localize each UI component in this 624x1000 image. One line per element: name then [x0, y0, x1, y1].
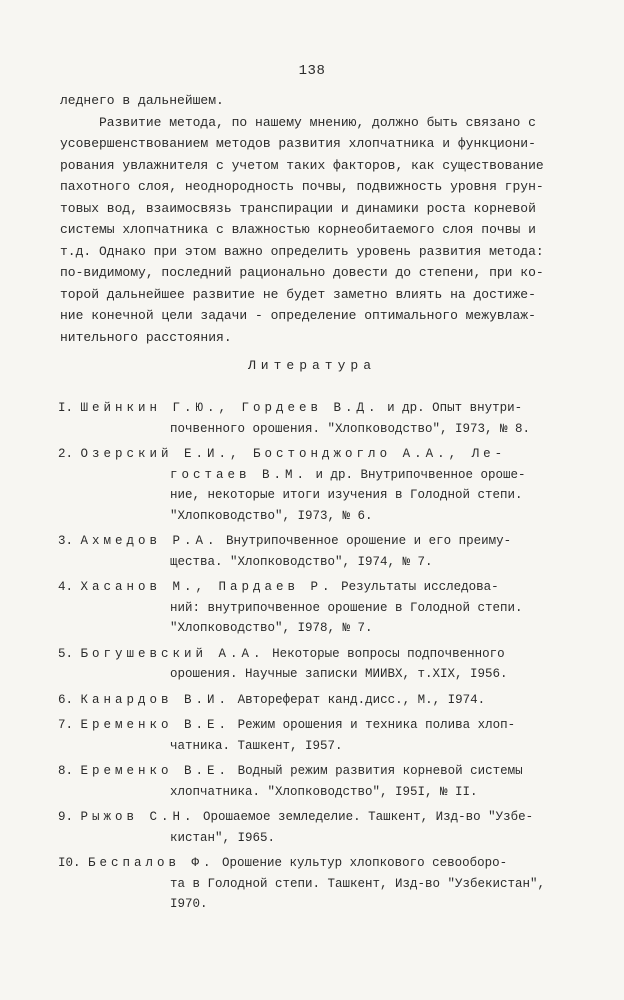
- reference-cont-line: ние, некоторые итоги изучения в Голодной степи.: [170, 488, 523, 502]
- reference-authors: Рыжов С.Н.: [80, 810, 196, 824]
- reference-item: [58, 644, 598, 685]
- page-number: 138: [298, 63, 326, 79]
- reference-authors: Богушевский А.А.: [80, 646, 265, 661]
- body-text: [60, 90, 590, 348]
- reference-item: [58, 531, 598, 572]
- reference-number: I.: [58, 401, 74, 415]
- reference-cont-line: "Хлопководство", I978, № 7.: [170, 621, 373, 635]
- body-line: рования увлажнителя с учетом таких факторов, как существование: [60, 157, 544, 173]
- reference-first-line: [58, 531, 598, 552]
- reference-number: I0.: [58, 856, 81, 870]
- reference-text: Водный режим развития корневой системы: [230, 764, 523, 778]
- reference-cont-line: чатника. Ташкент, I957.: [170, 738, 343, 753]
- body-line: леднего в дальнейшем.: [60, 93, 224, 108]
- reference-text: Некоторые вопросы подпочвенного: [264, 646, 505, 661]
- body-line: нительного расстояния.: [60, 329, 232, 345]
- reference-item: [58, 761, 598, 802]
- reference-text: Орошение культур хлопкового севооборо-: [214, 856, 508, 870]
- reference-item: [58, 690, 598, 711]
- reference-item: [58, 577, 598, 639]
- reference-text: Режим орошения и техника полива хлоп-: [230, 718, 516, 732]
- reference-authors: Ахмедов Р.А.: [80, 534, 219, 548]
- reference-cont-line: "Хлопководство", I973, № 6.: [170, 508, 373, 523]
- reference-cont-line: хлопчатника. "Хлопководство", I95I, № II.: [170, 784, 478, 799]
- reference-first-line: [58, 715, 598, 736]
- reference-number: 4.: [58, 580, 74, 594]
- reference-authors: Канардов В.И.: [80, 692, 231, 707]
- body-line: пахотного слоя, неоднородность почвы, подвижность уровня грун-: [60, 179, 544, 194]
- reference-authors: Шейнкин Г.Ю., Гордеев В.Д.: [80, 401, 380, 415]
- reference-authors: Еременко В.Е.: [80, 718, 231, 732]
- reference-item: [58, 444, 598, 526]
- reference-text: Результаты исследова-: [333, 580, 499, 594]
- reference-number: 7.: [58, 718, 74, 732]
- reference-first-line: [58, 853, 598, 874]
- references-list: [58, 398, 598, 920]
- reference-text: и др. Внутрипочвенное ороше-: [308, 467, 526, 482]
- reference-authors: Озерский Е.И., Бостонджогло А.А., Ле-: [80, 447, 507, 461]
- reference-first-line: [58, 807, 598, 828]
- reference-authors: Беспалов Ф.: [88, 856, 215, 870]
- reference-cont-line: орошения. Научные записки МИИВХ, т.XIX, I956.: [170, 667, 508, 681]
- body-line: системы хлопчатника с влажностью корнеобитаемого слоя почвы и: [60, 222, 536, 237]
- reference-number: 8.: [58, 764, 74, 778]
- reference-first-line: [58, 398, 598, 419]
- reference-item: [58, 398, 598, 439]
- reference-number: 6.: [58, 692, 74, 707]
- reference-cont-line: почвенного орошения. "Хлопководство", I973, № 8.: [170, 421, 531, 436]
- reference-cont-line: щества. "Хлопководство", I974, № 7.: [170, 554, 433, 569]
- reference-authors: гостаев В.М.: [170, 467, 309, 482]
- reference-first-line: [58, 644, 598, 665]
- body-line: усовершенствованием методов развития хлопчатника и функциони-: [60, 136, 536, 151]
- reference-authors: Хасанов М., Пардаев Р.: [80, 580, 334, 594]
- reference-number: 9.: [58, 810, 74, 824]
- reference-cont-line: [58, 465, 598, 486]
- reference-cont-line: кистан", I965.: [170, 830, 276, 845]
- reference-number: 2.: [58, 447, 74, 461]
- references-heading: Литература: [247, 358, 376, 373]
- reference-first-line: [58, 577, 598, 598]
- reference-item: [58, 715, 598, 756]
- reference-cont-line: I970.: [170, 897, 208, 911]
- body-line: торой дальнейшее развитие не будет заметно влиять на достиже-: [60, 286, 536, 302]
- reference-first-line: [58, 444, 598, 465]
- body-line: по-видимому, последний рационально довести до степени, при ко-: [60, 265, 544, 280]
- reference-item: [58, 853, 598, 915]
- reference-text: Автореферат канд.дисс., М., I974.: [230, 692, 486, 707]
- reference-number: 3.: [58, 534, 74, 548]
- reference-number: 5.: [58, 646, 74, 661]
- reference-text: Внутрипочвенное орошение и его преиму-: [218, 534, 512, 548]
- reference-authors: Еременко В.Е.: [80, 764, 231, 778]
- body-line: ние конечной цели задачи - определение оптимального межувлаж-: [60, 308, 536, 323]
- reference-text: Орошаемое земледелие. Ташкент, Изд-во "Узбе-: [195, 810, 534, 824]
- body-line: т.д. Однако при этом важно определить уровень развития метода:: [60, 243, 544, 259]
- reference-cont-line: ний: внутрипочвенное орошение в Голодной степи.: [170, 600, 523, 615]
- body-line: товых вод, взаимосвязь транспирации и динамики роста корневой: [60, 200, 536, 216]
- reference-cont-line: та в Голодной степи. Ташкент, Изд-во "Узбекистан",: [170, 876, 546, 891]
- reference-first-line: [58, 690, 598, 711]
- reference-text: и др. Опыт внутри-: [379, 401, 523, 415]
- body-line: Развитие метода, по нашему мнению, должно быть связано с: [60, 114, 536, 130]
- reference-item: [58, 807, 598, 848]
- reference-first-line: [58, 761, 598, 782]
